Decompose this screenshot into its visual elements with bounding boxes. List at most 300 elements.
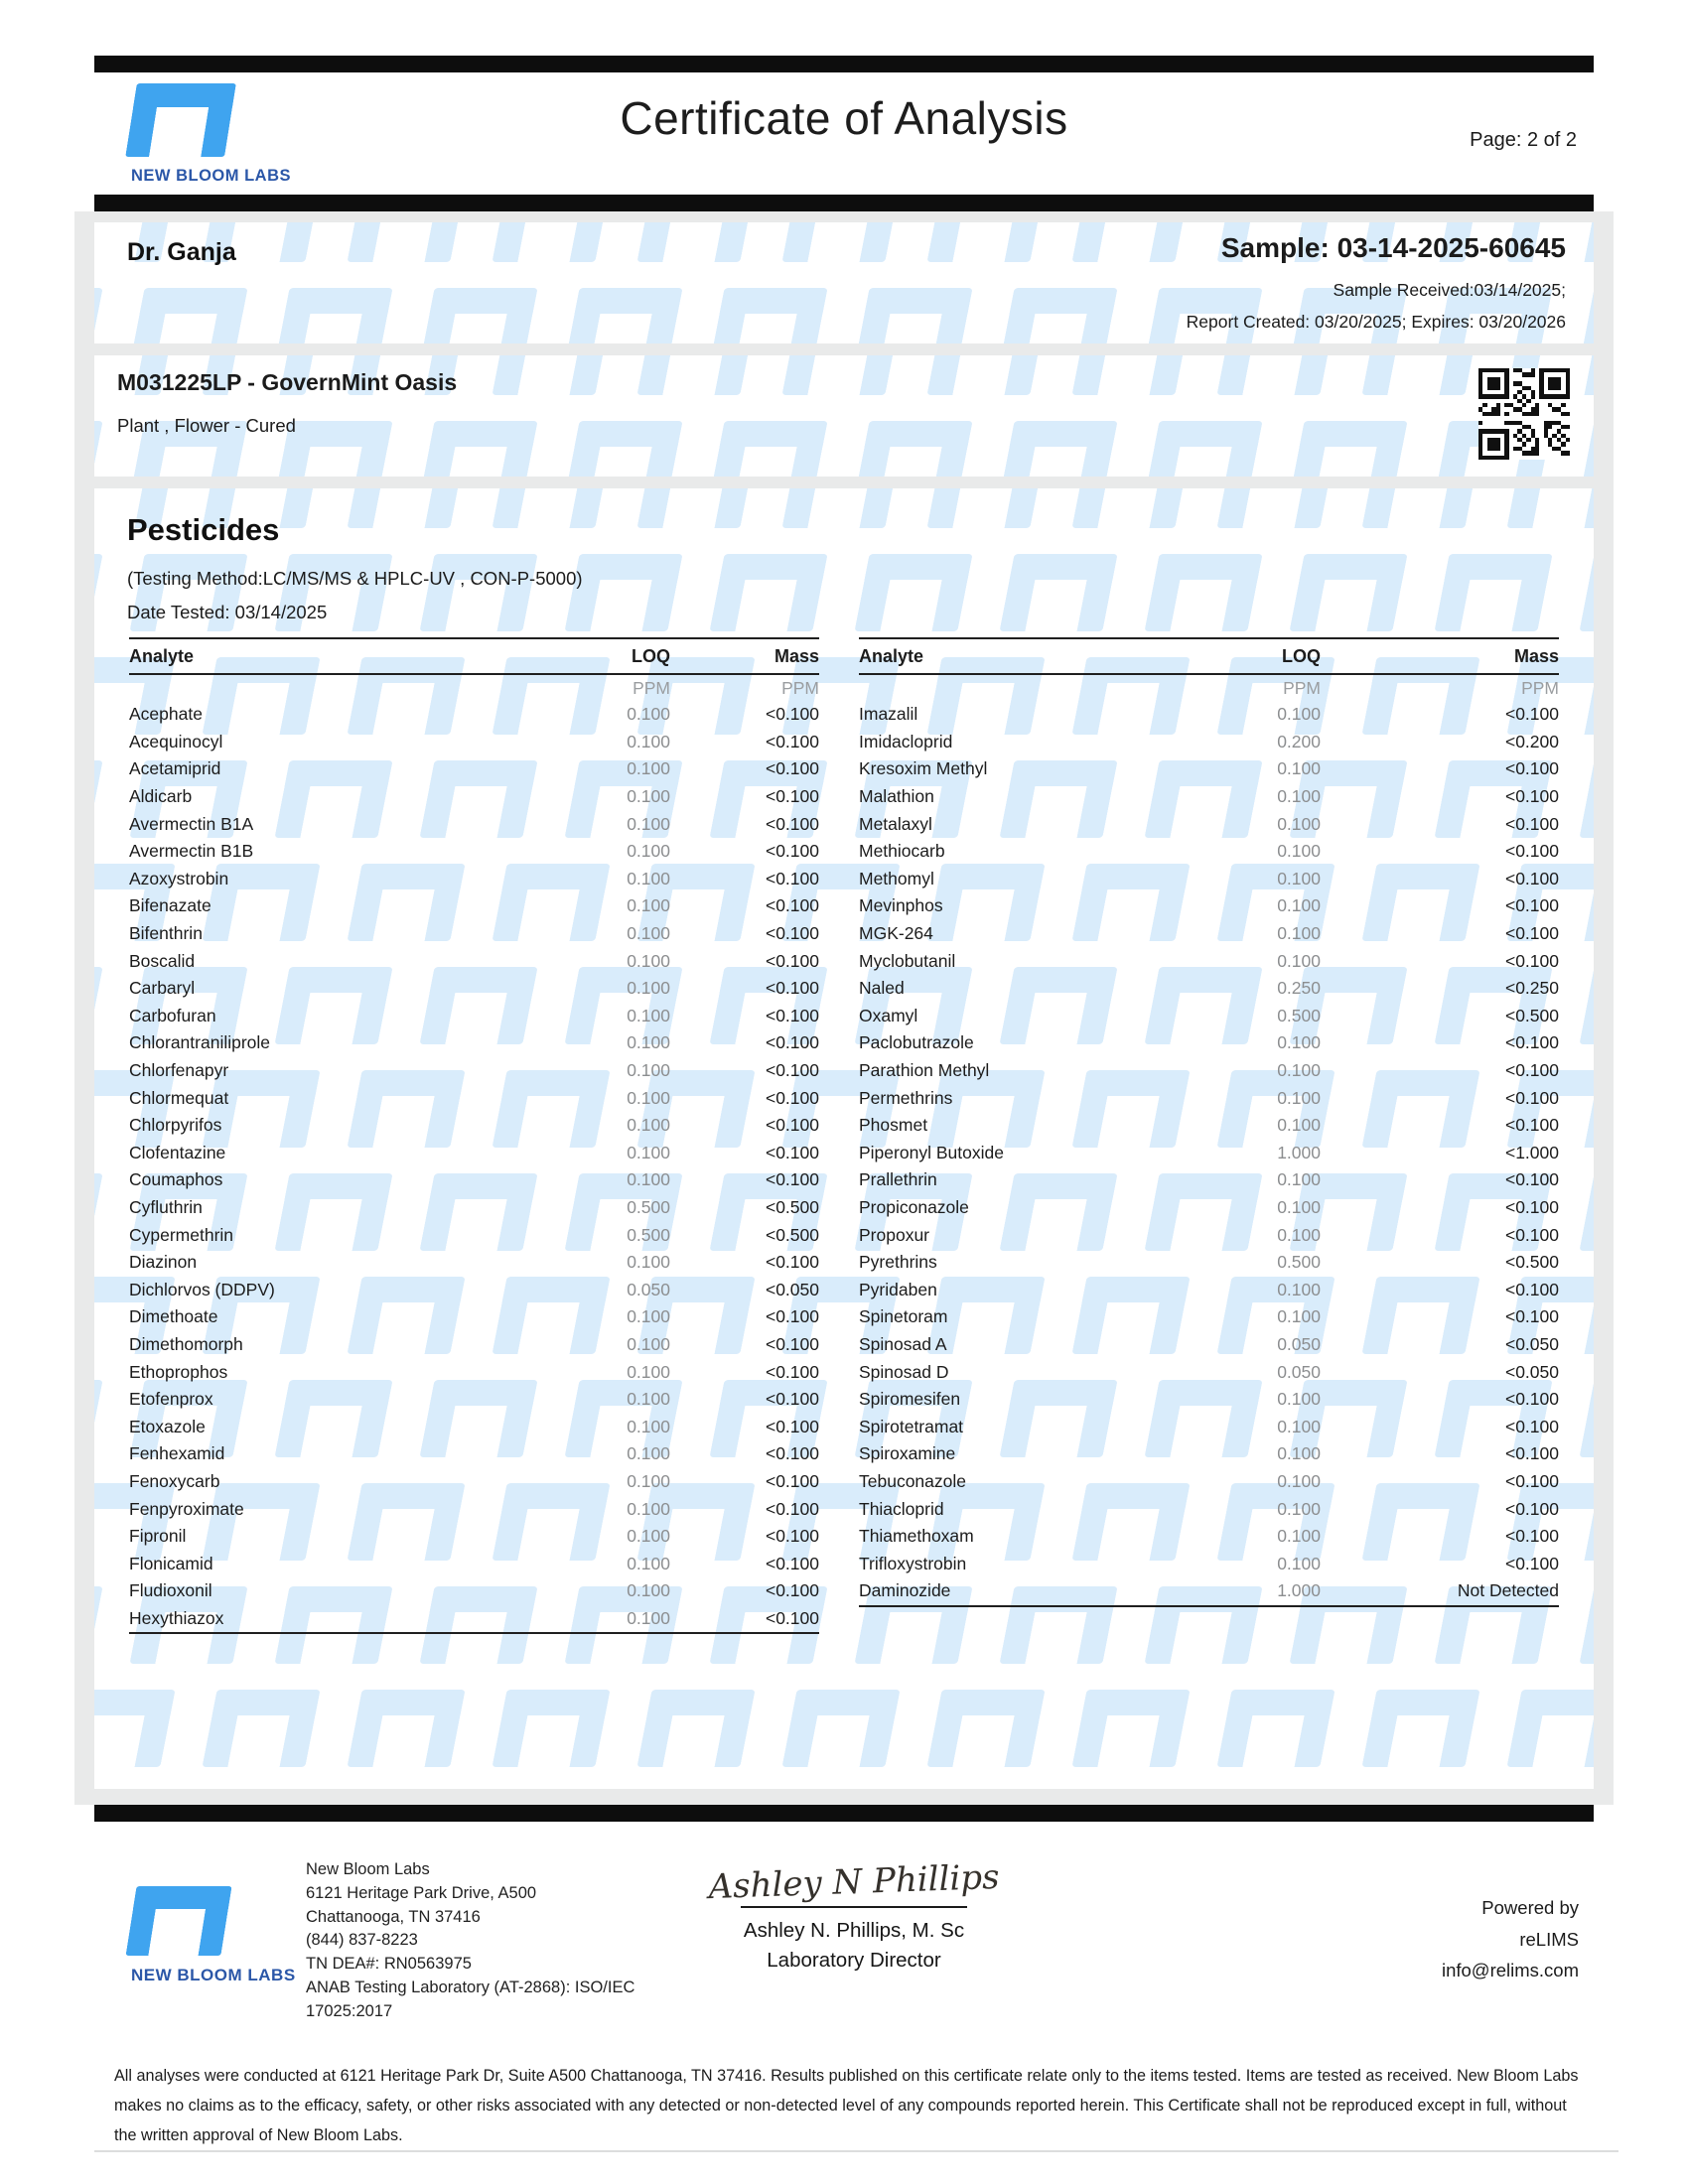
table-row xyxy=(129,838,819,866)
table-row xyxy=(859,1166,1559,1194)
table-row xyxy=(859,1112,1559,1140)
cell-loq: 0.100 xyxy=(627,704,670,725)
cell-analyte: Spiroxamine xyxy=(859,1443,956,1464)
table-row xyxy=(859,866,1559,893)
cell-loq: 0.100 xyxy=(627,1252,670,1273)
cell-analyte: Acequinocyl xyxy=(129,731,223,751)
signature-block xyxy=(685,1856,1023,1976)
logo-watermark-tile xyxy=(1071,355,1190,395)
cell-loq: 0.100 xyxy=(1277,1115,1321,1136)
cell-analyte: Metalaxyl xyxy=(859,813,932,834)
cell-mass: <0.100 xyxy=(1504,1169,1559,1190)
logo-watermark-tile xyxy=(926,1690,1045,1767)
cell-mass: <0.100 xyxy=(765,1115,819,1136)
cell-analyte: Clofentazine xyxy=(129,1142,226,1162)
cell-mass: <0.100 xyxy=(765,1580,819,1601)
logo-watermark-tile xyxy=(781,355,900,395)
cell-loq: 0.500 xyxy=(1277,1005,1321,1025)
cell-mass: <0.500 xyxy=(1504,1005,1559,1025)
table-row xyxy=(129,1413,819,1440)
page-number: Page: 2 of 2 xyxy=(1470,129,1577,151)
cell-analyte: Spirotetramat xyxy=(859,1416,964,1436)
cell-mass: <0.100 xyxy=(1504,1279,1559,1299)
cell-loq: 0.100 xyxy=(1277,1498,1321,1519)
col-header-loq: LOQ xyxy=(1282,645,1321,666)
cell-loq: 0.100 xyxy=(627,1060,670,1081)
cell-analyte: Daminozide xyxy=(859,1580,951,1601)
logo-watermark-tile xyxy=(94,554,103,631)
cell-analyte: Cypermethrin xyxy=(129,1224,234,1245)
col-header-analyte: Analyte xyxy=(129,645,195,666)
cell-loq: 1.000 xyxy=(1277,1142,1321,1162)
cell-loq: 0.100 xyxy=(1277,758,1321,779)
cell-mass: <0.100 xyxy=(1504,1498,1559,1519)
logo-watermark-tile xyxy=(1289,421,1407,477)
cell-loq: 0.200 xyxy=(1277,731,1321,751)
logo-watermark-tile xyxy=(347,222,465,262)
cell-analyte: Chlorpyrifos xyxy=(129,1115,222,1136)
logo-watermark-tile xyxy=(564,421,682,477)
cell-mass: <0.100 xyxy=(765,813,819,834)
logo-watermark-tile xyxy=(636,222,755,262)
table-row xyxy=(859,1523,1559,1551)
cell-analyte: Fenoxycarb xyxy=(129,1470,220,1491)
table-row xyxy=(859,838,1559,866)
cell-analyte: Naled xyxy=(859,978,905,999)
cell-loq: 0.100 xyxy=(627,1361,670,1382)
table-row xyxy=(859,1194,1559,1222)
cell-loq: 0.100 xyxy=(1277,895,1321,916)
table-row xyxy=(129,810,819,838)
logo-watermark-tile xyxy=(1579,554,1594,631)
cell-loq: 0.100 xyxy=(1277,786,1321,807)
table-row xyxy=(129,892,819,920)
cell-mass: <0.100 xyxy=(1504,1389,1559,1410)
cell-mass: <0.100 xyxy=(765,1470,819,1491)
cell-mass: <0.100 xyxy=(765,1032,819,1053)
cell-mass: <0.100 xyxy=(765,1252,819,1273)
col-header-mass: Mass xyxy=(774,645,819,666)
col-header-loq: LOQ xyxy=(632,645,670,666)
loq-unit: PPM xyxy=(633,677,670,698)
table-row xyxy=(129,1468,819,1496)
cell-loq: 0.100 xyxy=(627,1005,670,1025)
text-line: 17025:2017 xyxy=(306,2001,393,2020)
cell-loq: 0.100 xyxy=(627,923,670,944)
cell-mass: <0.100 xyxy=(1504,786,1559,807)
logo-watermark-tile xyxy=(94,1690,176,1767)
cell-analyte: MGK-264 xyxy=(859,923,933,944)
cell-analyte: Acetamiprid xyxy=(129,758,221,779)
logo-watermark-tile xyxy=(419,288,537,343)
logo-watermark-tile xyxy=(854,554,972,631)
cell-mass: <0.200 xyxy=(1504,731,1559,751)
client-sample-panel xyxy=(94,222,1594,343)
cell-mass: <0.100 xyxy=(765,1553,819,1573)
cell-mass: <0.100 xyxy=(765,1607,819,1628)
section-title: Pesticides xyxy=(127,512,280,547)
cell-analyte: Spiromesifen xyxy=(859,1389,961,1410)
cell-analyte: Fenhexamid xyxy=(129,1443,225,1464)
cell-mass: <0.100 xyxy=(1504,923,1559,944)
logo-watermark-tile xyxy=(1579,1380,1594,1457)
cell-analyte: Coumaphos xyxy=(129,1169,223,1190)
table-row xyxy=(129,1140,819,1167)
cell-loq: 0.100 xyxy=(627,1115,670,1136)
cell-analyte: Methomyl xyxy=(859,868,934,888)
table-row xyxy=(859,783,1559,811)
cell-analyte: Spinetoram xyxy=(859,1306,948,1327)
logo-watermark-tile xyxy=(1579,421,1594,477)
table-row xyxy=(859,1003,1559,1030)
table-row xyxy=(859,1084,1559,1112)
logo-watermark-tile xyxy=(564,288,682,343)
text-line: ANAB Testing Laboratory (AT-2868): ISO/IEC xyxy=(306,1978,635,1996)
cell-mass: <0.100 xyxy=(765,1389,819,1410)
table-row xyxy=(859,1140,1559,1167)
cell-analyte: Prallethrin xyxy=(859,1169,937,1190)
cell-analyte: Methiocarb xyxy=(859,841,945,862)
cell-mass: <0.100 xyxy=(765,1361,819,1382)
cell-analyte: Mevinphos xyxy=(859,895,943,916)
signatory-title: Laboratory Director xyxy=(767,1949,941,1972)
cell-loq: 0.100 xyxy=(1277,1306,1321,1327)
cell-loq: 0.100 xyxy=(1277,1279,1321,1299)
logo-watermark-tile xyxy=(999,421,1117,477)
logo-watermark-tile xyxy=(1579,967,1594,1044)
logo-watermark-tile xyxy=(926,488,1045,528)
table-row xyxy=(859,1331,1559,1359)
cell-loq: 0.050 xyxy=(1277,1333,1321,1354)
logo-watermark-tile xyxy=(419,421,537,477)
logo-watermark-tile xyxy=(94,421,103,477)
table-row xyxy=(129,1221,819,1249)
cell-mass: <0.100 xyxy=(765,1333,819,1354)
cell-mass: <0.100 xyxy=(1504,1224,1559,1245)
cell-analyte: Boscalid xyxy=(129,950,196,971)
cell-loq: 0.100 xyxy=(1277,1060,1321,1081)
cell-loq: 0.100 xyxy=(627,1389,670,1410)
cell-loq: 0.100 xyxy=(627,813,670,834)
table-row xyxy=(859,1386,1559,1414)
cell-loq: 0.100 xyxy=(1277,1389,1321,1410)
cell-loq: 0.100 xyxy=(1277,923,1321,944)
cell-mass: <0.100 xyxy=(1504,841,1559,862)
logo-watermark-tile xyxy=(926,355,1045,395)
cell-loq: 0.100 xyxy=(627,1553,670,1573)
cell-mass: <0.100 xyxy=(765,1005,819,1025)
cell-mass: <0.500 xyxy=(765,1224,819,1245)
logo-watermark-tile xyxy=(202,1690,320,1767)
table-row xyxy=(129,947,819,975)
logo-watermark-tile xyxy=(1216,488,1335,528)
cell-mass: <0.100 xyxy=(765,1498,819,1519)
table-row xyxy=(129,1550,819,1577)
mass-unit: PPM xyxy=(1521,677,1559,698)
logo-watermark-tile xyxy=(709,421,827,477)
logo-watermark-tile xyxy=(1071,1690,1190,1767)
logo-wordmark: NEW BLOOM LABS xyxy=(131,1966,296,1984)
cell-analyte: Dimethoate xyxy=(129,1306,218,1327)
logo-watermark-tile xyxy=(94,1586,103,1664)
qr-module xyxy=(1566,456,1570,460)
cell-mass: <0.100 xyxy=(1504,758,1559,779)
logo-watermark-tile xyxy=(492,222,610,262)
table-row xyxy=(129,1495,819,1523)
batch-id: M031225LP - GovernMint Oasis xyxy=(117,369,458,395)
logo-watermark-tile xyxy=(274,288,392,343)
signature-line xyxy=(741,1906,967,1908)
table-row xyxy=(859,1440,1559,1468)
table-row xyxy=(129,1303,819,1331)
logo-watermark-tile xyxy=(1144,421,1262,477)
cell-analyte: Oxamyl xyxy=(859,1005,918,1025)
sample-matrix: Plant , Flower - Cured xyxy=(117,415,296,436)
logo-watermark-tile xyxy=(1071,488,1190,528)
loq-unit: PPM xyxy=(1283,677,1321,698)
table-header-row xyxy=(129,639,819,675)
logo-watermark-tile xyxy=(347,1690,465,1767)
signatory-name: Ashley N. Phillips, M. Sc xyxy=(743,1919,965,1942)
cell-loq: 0.100 xyxy=(627,978,670,999)
logo-watermark-tile xyxy=(419,554,537,631)
cell-loq: 0.100 xyxy=(1277,813,1321,834)
table-row xyxy=(129,1194,819,1222)
cell-analyte: Chlorantraniliprole xyxy=(129,1032,271,1053)
table-row xyxy=(129,1029,819,1057)
cell-loq: 0.100 xyxy=(627,786,670,807)
logo-watermark-tile xyxy=(709,288,827,343)
cell-analyte: Fludioxonil xyxy=(129,1580,212,1601)
table-body xyxy=(859,701,1559,1605)
cell-mass: <0.100 xyxy=(765,704,819,725)
mass-unit: PPM xyxy=(781,677,819,698)
cell-analyte: Malathion xyxy=(859,786,934,807)
table-row xyxy=(129,1057,819,1085)
cell-analyte: Etofenprox xyxy=(129,1389,213,1410)
logo-watermark-tile xyxy=(1289,554,1407,631)
cell-analyte: Fipronil xyxy=(129,1526,187,1547)
logo-watermark-tile xyxy=(1361,1690,1479,1767)
cell-analyte: Permethrins xyxy=(859,1087,953,1108)
top-divider-bar xyxy=(94,56,1594,72)
logo-watermark-tile xyxy=(781,488,900,528)
cell-mass: <0.100 xyxy=(1504,1060,1559,1081)
cell-analyte: Etoxazole xyxy=(129,1416,206,1436)
cell-mass: <0.100 xyxy=(1504,813,1559,834)
table-row xyxy=(859,1550,1559,1577)
logo-watermark-tile xyxy=(1144,554,1262,631)
cell-analyte: Fenpyroximate xyxy=(129,1498,244,1519)
cell-mass: <0.100 xyxy=(765,731,819,751)
cell-mass: <0.100 xyxy=(765,1416,819,1436)
cell-analyte: Bifenazate xyxy=(129,895,211,916)
logo-watermark-tile xyxy=(709,554,827,631)
cell-mass: <0.100 xyxy=(765,758,819,779)
logo-watermark-tile xyxy=(1216,355,1335,395)
table-row xyxy=(129,866,819,893)
table-row xyxy=(129,1605,819,1633)
table-row xyxy=(129,1166,819,1194)
cell-loq: 0.500 xyxy=(627,1224,670,1245)
table-row xyxy=(859,810,1559,838)
table-row xyxy=(859,1029,1559,1057)
text-line: Powered by xyxy=(1481,1897,1579,1918)
cell-loq: 0.100 xyxy=(1277,1032,1321,1053)
cell-loq: 0.100 xyxy=(1277,1087,1321,1108)
cell-analyte: Carbaryl xyxy=(129,978,196,999)
logo-watermark-tile xyxy=(492,488,610,528)
cell-mass: <0.050 xyxy=(765,1279,819,1299)
table-row xyxy=(859,975,1559,1003)
cell-mass: <0.100 xyxy=(765,923,819,944)
results-tables xyxy=(129,637,1559,1634)
cell-analyte: Phosmet xyxy=(859,1115,928,1136)
logo-watermark-tile xyxy=(1506,488,1594,528)
cell-mass: <0.100 xyxy=(1504,950,1559,971)
text-line: Chattanooga, TN 37416 xyxy=(306,1907,481,1926)
testing-method: (Testing Method:LC/MS/MS & HPLC-UV , CON-P-5000) xyxy=(127,568,583,589)
table-row xyxy=(129,1523,819,1551)
cell-analyte: Imazalil xyxy=(859,704,918,725)
cell-mass: <0.100 xyxy=(765,1526,819,1547)
cell-mass: <0.100 xyxy=(765,1306,819,1327)
cell-mass: <0.500 xyxy=(1504,1252,1559,1273)
lab-address-block xyxy=(306,1858,634,2024)
logo-watermark-tile xyxy=(1361,488,1479,528)
cell-loq: 0.100 xyxy=(627,1416,670,1436)
logo-watermark-tile xyxy=(94,288,103,343)
logo-watermark-tile xyxy=(1071,222,1190,262)
logo-watermark-tile xyxy=(94,760,103,838)
logo-watermark-tile xyxy=(94,1380,103,1457)
cell-loq: 0.100 xyxy=(627,1142,670,1162)
cell-mass: <0.100 xyxy=(1504,1553,1559,1573)
logo-watermark-tile xyxy=(564,554,682,631)
logo-watermark-tile xyxy=(1216,1690,1335,1767)
cell-mass: <0.100 xyxy=(1504,704,1559,725)
text-line: info@relims.com xyxy=(1441,1960,1579,1980)
logo-watermark-tile xyxy=(1579,288,1594,343)
logo-watermark-tile xyxy=(129,288,247,343)
cell-analyte: Avermectin B1A xyxy=(129,813,254,834)
cell-mass: <0.100 xyxy=(1504,1196,1559,1217)
logo-watermark-tile xyxy=(999,554,1117,631)
table-header-row xyxy=(859,639,1559,675)
cell-analyte: Cyfluthrin xyxy=(129,1196,203,1217)
pesticides-panel xyxy=(94,488,1594,1789)
cell-analyte: Kresoxim Methyl xyxy=(859,758,988,779)
cell-analyte: Spinosad D xyxy=(859,1361,949,1382)
cell-loq: 0.100 xyxy=(627,1169,670,1190)
pesticides-table-left xyxy=(129,637,819,1634)
table-row xyxy=(859,892,1559,920)
cell-analyte: Trifloxystrobin xyxy=(859,1553,967,1573)
table-row xyxy=(129,920,819,948)
cell-mass: <0.100 xyxy=(765,1443,819,1464)
cell-mass: <0.100 xyxy=(1504,1470,1559,1491)
cell-analyte: Propoxur xyxy=(859,1224,930,1245)
cell-loq: 0.100 xyxy=(1277,1470,1321,1491)
logo-watermark-tile xyxy=(926,222,1045,262)
cell-analyte: Thiacloprid xyxy=(859,1498,944,1519)
logo-watermark-tile xyxy=(492,355,610,395)
table-row xyxy=(129,783,819,811)
table-row xyxy=(129,1577,819,1605)
cell-loq: 0.100 xyxy=(1277,1526,1321,1547)
cell-mass: <0.100 xyxy=(765,1169,819,1190)
cell-loq: 1.000 xyxy=(1277,1580,1321,1601)
logo-watermark-tile xyxy=(1506,1690,1594,1767)
table-row xyxy=(859,1057,1559,1085)
cell-loq: 0.500 xyxy=(1277,1252,1321,1273)
table-body xyxy=(129,701,819,1632)
cell-analyte: Avermectin B1B xyxy=(129,841,254,862)
disclaimer-text: All analyses were conducted at 6121 Heritage Park Dr, Suite A500 Chattanooga, TN 37416. Results published on this certificate relate only to the items tested. Items are tested as received. New Bloom Labs makes no claims as to the efficacy, safety, or other risks associated with any detected or non-detected level of any compounds reported herein. This Certificate shall not be reproduced except in full, without the written approval of New Bloom Labs. xyxy=(114,2067,1579,2144)
table-row xyxy=(129,1386,819,1414)
cell-analyte: Thiamethoxam xyxy=(859,1526,974,1547)
table-row xyxy=(859,729,1559,756)
cell-mass: <0.100 xyxy=(1504,1443,1559,1464)
logo-wordmark: NEW BLOOM LABS xyxy=(131,167,291,185)
bottom-rule xyxy=(94,2150,1618,2152)
cell-mass: <0.100 xyxy=(765,1087,819,1108)
cell-analyte: Diazinon xyxy=(129,1252,198,1273)
cell-mass: <0.100 xyxy=(1504,1526,1559,1547)
table-row xyxy=(859,1495,1559,1523)
cell-analyte: Azoxystrobin xyxy=(129,868,229,888)
table-row xyxy=(129,1112,819,1140)
cell-mass: <0.100 xyxy=(765,895,819,916)
table-row xyxy=(859,1577,1559,1605)
table-unit-row xyxy=(859,675,1559,701)
footer-divider-bar xyxy=(94,1805,1594,1822)
cell-loq: 0.100 xyxy=(627,1580,670,1601)
cell-mass: <0.250 xyxy=(1504,978,1559,999)
cell-loq: 0.100 xyxy=(627,868,670,888)
cell-mass: <0.050 xyxy=(1504,1333,1559,1354)
cell-mass: <0.100 xyxy=(1504,1115,1559,1136)
pesticides-table-right xyxy=(859,637,1559,1607)
cell-mass: <0.100 xyxy=(765,841,819,862)
cell-loq: 0.100 xyxy=(627,1333,670,1354)
cell-analyte: Propiconazole xyxy=(859,1196,969,1217)
logo-watermark-tile xyxy=(1579,760,1594,838)
table-row xyxy=(859,1303,1559,1331)
document-title: Certificate of Analysis xyxy=(620,92,1068,144)
logo-watermark-tile xyxy=(1579,1173,1594,1251)
cell-loq: 0.100 xyxy=(1277,1169,1321,1190)
cell-analyte: Tebuconazole xyxy=(859,1470,966,1491)
logo-watermark-tile xyxy=(1579,1586,1594,1664)
logo-watermark-tile xyxy=(781,1690,900,1767)
cell-mass: <0.100 xyxy=(1504,868,1559,888)
logo-watermark-tile xyxy=(636,355,755,395)
cell-loq: 0.100 xyxy=(1277,1553,1321,1573)
table-row xyxy=(129,729,819,756)
cell-loq: 0.100 xyxy=(1277,950,1321,971)
cell-loq: 0.100 xyxy=(1277,1224,1321,1245)
cell-analyte: Ethoprophos xyxy=(129,1361,228,1382)
cell-loq: 0.050 xyxy=(1277,1361,1321,1382)
table-row xyxy=(859,755,1559,783)
date-tested: Date Tested: 03/14/2025 xyxy=(127,602,328,622)
logo-watermark-tile xyxy=(781,222,900,262)
cell-analyte: Parathion Methyl xyxy=(859,1060,990,1081)
cell-analyte: Bifenthrin xyxy=(129,923,203,944)
cell-loq: 0.100 xyxy=(627,841,670,862)
text-line: New Bloom Labs xyxy=(306,1860,430,1878)
